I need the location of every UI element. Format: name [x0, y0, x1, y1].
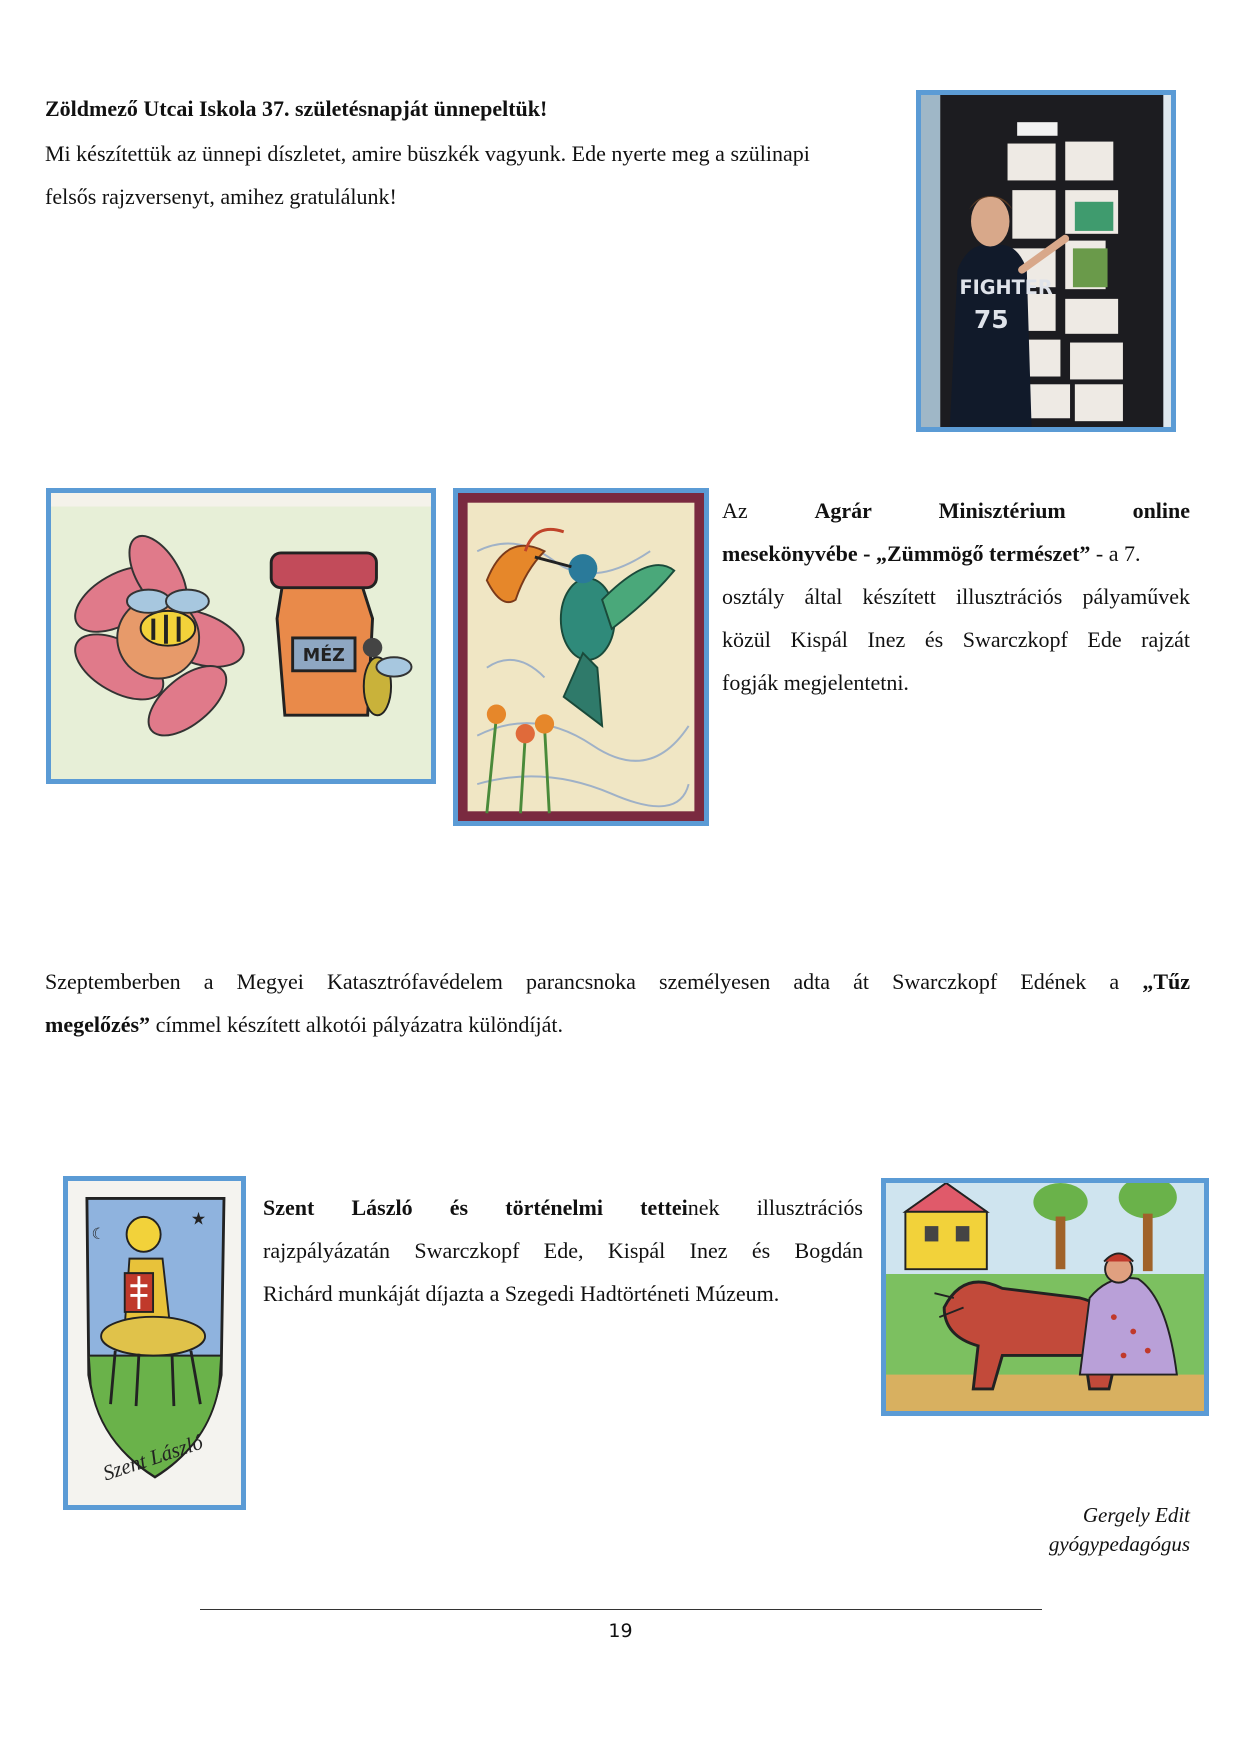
agrar-paragraph: [722, 489, 1190, 704]
drawing-caption: Szent László: [100, 1429, 206, 1486]
paragraph-line: rajzpályázatán Swarczkopf Ede, Kispál Inez és Bogdán: [263, 1238, 863, 1263]
article-title: Zöldmező Utcai Iskola 37. születésnapját ünnepeltük!: [45, 96, 548, 121]
svg-text:★: ★: [190, 1209, 207, 1229]
paragraph-line: Mi készítettük az ünnepi díszletet, amire büszkék vagyunk. Ede nyerte meg a szülinapi: [45, 141, 810, 166]
fire-prevention-paragraph: [45, 960, 1190, 1046]
saint-ladislaus-paragraph: [263, 1186, 863, 1315]
signature-name: Gergely Edit: [1082, 1503, 1190, 1527]
paragraph-line: mesekönyvébe - „Zümmögő természet” - a 7.: [722, 541, 1141, 566]
paragraph-line: Richárd munkáját díjazta a Szegedi Hadtörténeti Múzeum.: [263, 1281, 780, 1306]
paragraph-line: közül Kispál Inez és Swarczkopf Ede rajzát: [722, 627, 1190, 652]
drawing-knight-with-horse: [881, 1178, 1209, 1416]
paragraph-line: Az Agrár Minisztérium online: [722, 498, 1191, 523]
svg-text:☾: ☾: [91, 1226, 106, 1244]
drawing-hummingbird: [453, 488, 709, 826]
paragraph-line: fogják megjelentetni.: [722, 670, 909, 695]
svg-text:75: 75: [973, 304, 1009, 335]
drawing-saint-ladislaus-shield: [63, 1176, 246, 1510]
drawing-bee-and-honey-jar: [46, 488, 436, 784]
paragraph-line: osztály által készített illusztrációs pályaművek: [722, 584, 1190, 609]
paragraph-line: Szent László és történelmi tetteinek illusztrációs: [263, 1195, 863, 1220]
jar-label: MÉZ: [302, 646, 345, 667]
page-number: 19: [608, 1620, 633, 1642]
paragraph-line: felsős rajzversenyt, amihez gratulálunk!: [45, 184, 397, 209]
signature-role: gyógypedagógus: [1048, 1532, 1190, 1556]
paragraph-line: megelőzés” címmel készített alkotói pályázatra különdíját.: [45, 1012, 564, 1037]
signature-block: [860, 1501, 1190, 1559]
paragraph-line: Szeptemberben a Megyei Katasztrófavédelem parancsnoka személyesen adta át Swarczkopf Edének a „Tűz: [45, 969, 1190, 994]
photo-boy-with-drawings: [916, 90, 1176, 432]
footer-divider: [200, 1609, 1042, 1610]
article-paragraph: [45, 132, 905, 218]
svg-text:FIGHTER: FIGHTER: [959, 275, 1053, 300]
